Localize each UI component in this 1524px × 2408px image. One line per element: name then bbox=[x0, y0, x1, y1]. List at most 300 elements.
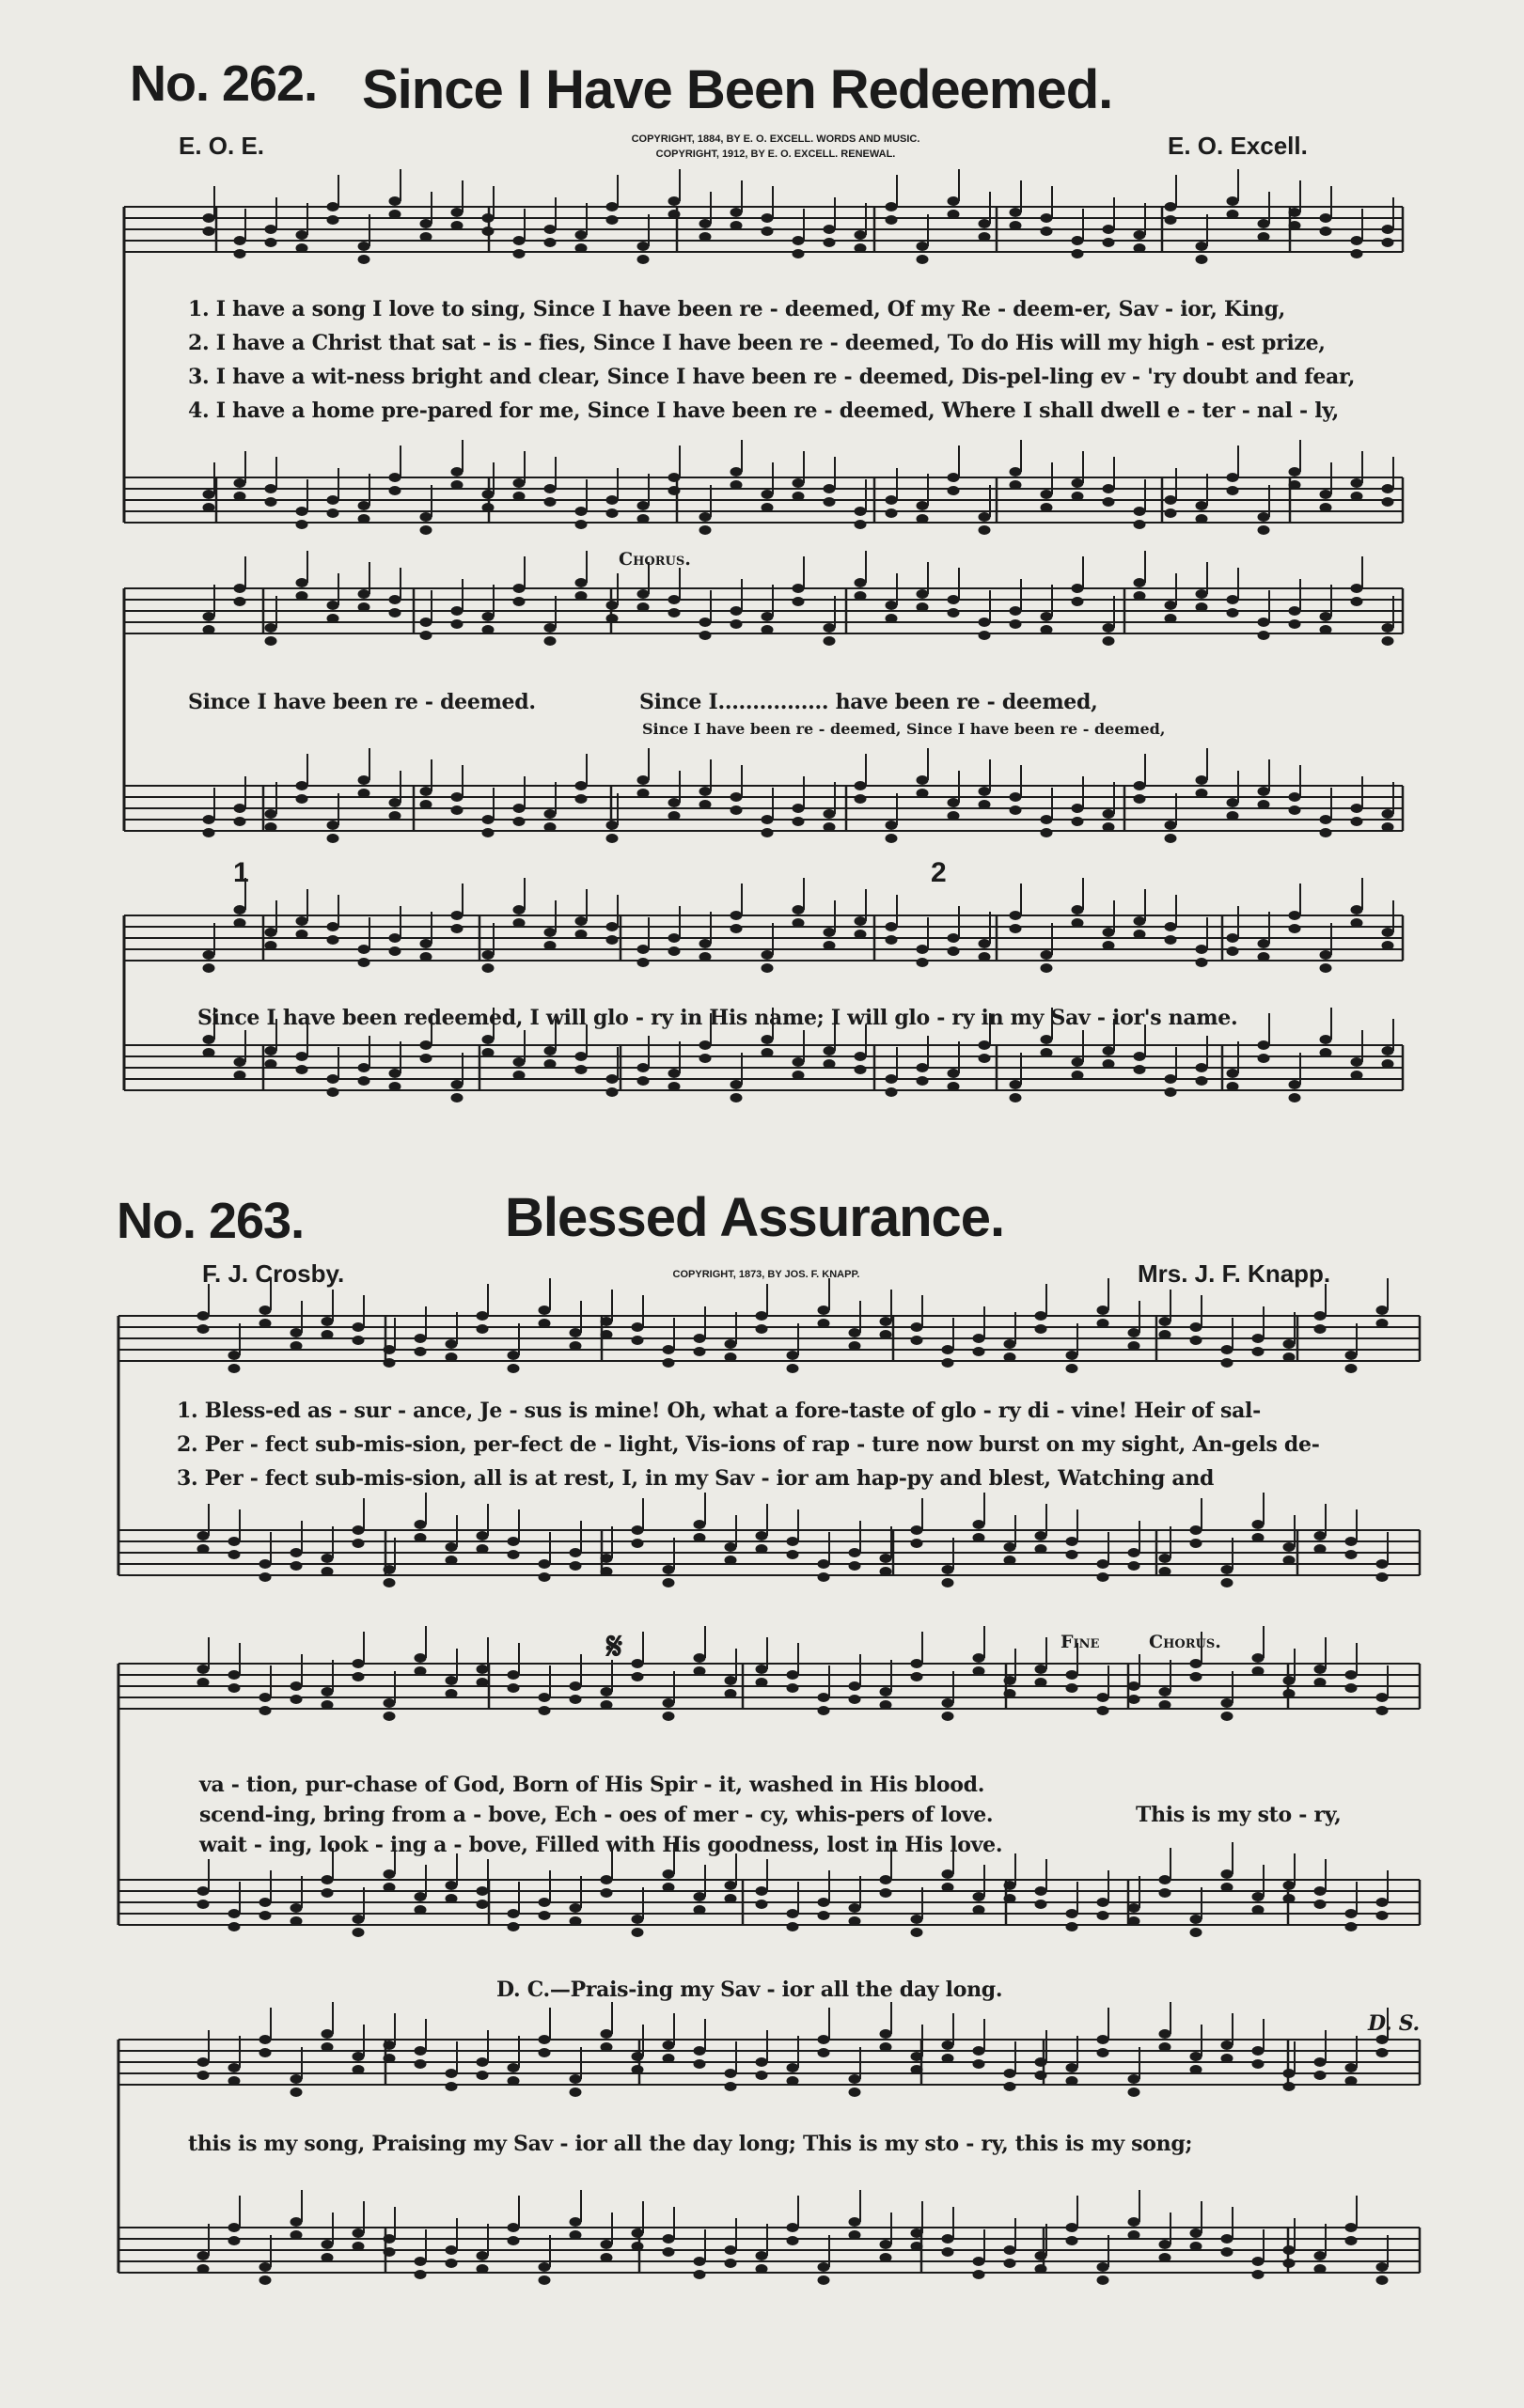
h262-sys1-bass-note bbox=[389, 473, 401, 482]
h263-sys2-treble-note bbox=[1221, 1712, 1233, 1721]
h262-sys1-bass-note bbox=[1196, 501, 1208, 510]
h263-sys3-treble-note bbox=[632, 2052, 644, 2061]
h262-sys1-bass-note bbox=[1165, 495, 1177, 505]
h262-sys1-bass-note bbox=[731, 480, 743, 490]
hymn-262-chorus-echo: Since I have been re - deemed, Since I have been re - deemed, bbox=[642, 720, 1166, 738]
h263-sys2-bass-note bbox=[1097, 1898, 1109, 1907]
h263-sys1-bass-note bbox=[787, 1537, 799, 1546]
h262-sys3-bass-note bbox=[203, 1035, 215, 1044]
h263-sys3-bass-note bbox=[1345, 2236, 1358, 2245]
h263-sys3-bass-note bbox=[1128, 2230, 1140, 2240]
h263-sys3-treble-note bbox=[1035, 2057, 1047, 2067]
h263-sys3-bass-note bbox=[1252, 2257, 1265, 2266]
h262-sys1-treble-note bbox=[886, 202, 898, 211]
h262-sys1-bass-note bbox=[389, 486, 401, 495]
h263-sys1-bass-note bbox=[322, 1567, 334, 1576]
h262-sys1-treble-note bbox=[451, 221, 463, 230]
h263-sys1-treble-note bbox=[539, 1319, 551, 1328]
h262-sys2-treble-note bbox=[824, 623, 836, 633]
h263-sys1-treble-note bbox=[725, 1339, 737, 1349]
segno-sign: 𝄋 bbox=[606, 1624, 622, 1668]
h262-sys1-treble-note bbox=[1382, 225, 1394, 234]
h263-sys3-bass-note bbox=[818, 2275, 830, 2285]
h262-sys2-bass-note bbox=[793, 804, 805, 813]
h262-sys3-treble-note bbox=[1134, 916, 1146, 926]
h262-sys2-bass-note bbox=[544, 822, 557, 832]
h263-sys2-bass-note bbox=[322, 1875, 334, 1884]
h262-sys1-treble-note bbox=[1320, 227, 1332, 236]
h262-sys1-treble-note bbox=[203, 213, 215, 223]
h262-sys2-treble-note bbox=[544, 623, 557, 633]
h263-sys1-bass-note bbox=[197, 1531, 210, 1540]
hymn-263-verse-3: 3. Per - fect sub-mis-sion, all is at rest, I, in my Sav - ior am hap-py and blest, Watching and bbox=[177, 1466, 1215, 1491]
h263-sys1-bass-note bbox=[446, 1556, 458, 1565]
h262-sys2-treble-note bbox=[731, 619, 743, 629]
h262-sys3-treble-note bbox=[1227, 933, 1239, 943]
h262-sys1-treble-note bbox=[979, 232, 991, 242]
h262-sys3-bass-note bbox=[1289, 1080, 1301, 1089]
h263-sys3-bass-note bbox=[880, 2240, 892, 2249]
h262-sys3-bass-note bbox=[482, 1048, 495, 1057]
h262-sys3-bass-note bbox=[296, 1065, 308, 1074]
h263-sys2-bass-note bbox=[818, 1898, 830, 1907]
h263-sys3-bass-note bbox=[1252, 2270, 1265, 2279]
h262-sys3-bass-note bbox=[1382, 1059, 1394, 1069]
h263-sys2-treble-note bbox=[601, 1687, 613, 1697]
h263-sys2-bass-note bbox=[259, 1898, 272, 1907]
h263-sys2-bass-note bbox=[756, 1886, 768, 1896]
h262-sys2-treble-note bbox=[1165, 614, 1177, 623]
h262-sys2-treble-note bbox=[1134, 591, 1146, 601]
hymn-263-verse-2: 2. Per - fect sub-mis-sion, per-fect de - light, Vis-ions of rap - ture now burst on my sight, An-gels de- bbox=[177, 1432, 1320, 1457]
h262-sys3-treble-note bbox=[637, 945, 650, 954]
h262-sys3-treble-note bbox=[234, 905, 246, 915]
h262-sys2-bass-note bbox=[668, 798, 681, 807]
h262-sys3-bass-note bbox=[979, 1054, 991, 1063]
h262-sys2-treble-note bbox=[668, 608, 681, 618]
h263-sys2-bass-note bbox=[849, 1903, 861, 1913]
h263-sys1-treble-note bbox=[1345, 1351, 1358, 1360]
h263-sys1-bass-note bbox=[818, 1572, 830, 1582]
h262-sys1-treble-note bbox=[358, 255, 370, 264]
h262-sys1-bass-note bbox=[1382, 497, 1394, 507]
h262-sys1-treble-note bbox=[203, 227, 215, 236]
h262-sys3-treble-note bbox=[296, 930, 308, 939]
h262-sys3-treble-note bbox=[668, 946, 681, 956]
h262-sys1-bass-note bbox=[1227, 473, 1239, 482]
ds-label: D. S. bbox=[1368, 2011, 1420, 2036]
h262-sys1-bass-note bbox=[762, 490, 774, 499]
h262-sys3-bass-note bbox=[327, 1087, 339, 1097]
h262-sys2-bass-note bbox=[265, 809, 277, 819]
h262-sys1-bass-note bbox=[451, 467, 463, 477]
h262-sys3-treble-note bbox=[824, 941, 836, 950]
h262-sys2-treble-note bbox=[1351, 584, 1363, 593]
h262-sys2-bass-note bbox=[1041, 815, 1053, 824]
h263-sys2-treble-note bbox=[1128, 1695, 1140, 1704]
h263-sys3-treble-note bbox=[1221, 2054, 1233, 2063]
h263-sys3-treble-note bbox=[1221, 2041, 1233, 2050]
h262-sys3-bass-note bbox=[1165, 1074, 1177, 1084]
h262-sys3-bass-note bbox=[265, 1046, 277, 1055]
h263-sys2-bass-note bbox=[1345, 1922, 1358, 1931]
h263-sys1-bass-note bbox=[353, 1525, 365, 1535]
h263-sys3-bass-note bbox=[973, 2257, 985, 2266]
h262-sys1-treble-note bbox=[1134, 243, 1146, 253]
h262-sys2-treble-note bbox=[1258, 631, 1270, 640]
h262-sys3-bass-note bbox=[762, 1035, 774, 1044]
h262-sys3-bass-note bbox=[1134, 1052, 1146, 1061]
h262-sys2-bass-note bbox=[1227, 811, 1239, 821]
h263-sys1-treble-note bbox=[942, 1345, 954, 1354]
h262-sys2-bass-note bbox=[1072, 804, 1084, 813]
h262-sys3-bass-note bbox=[1258, 1040, 1270, 1050]
h263-sys2-treble-note bbox=[973, 1666, 985, 1676]
h263-sys1-bass-note bbox=[694, 1533, 706, 1542]
h263-sys2-bass-note bbox=[787, 1922, 799, 1931]
h263-sys1-treble-note bbox=[1159, 1317, 1171, 1326]
h263-sys2-bass-note bbox=[601, 1888, 613, 1898]
h263-sys2-treble-note bbox=[849, 1681, 861, 1691]
h263-sys3-bass-note bbox=[725, 2245, 737, 2255]
h262-sys3-treble-note bbox=[948, 933, 960, 943]
h263-sys1-bass-note bbox=[1004, 1542, 1016, 1552]
volta-2: 2 bbox=[931, 857, 947, 888]
h263-sys1-bass-note bbox=[322, 1554, 334, 1563]
h263-sys1-treble-note bbox=[694, 1347, 706, 1356]
hymn-263-copyright: COPYRIGHT, 1873, BY JOS. F. KNAPP. bbox=[672, 1269, 860, 1280]
h263-sys2-treble-note bbox=[291, 1695, 303, 1704]
h262-sys2-treble-note bbox=[793, 597, 805, 606]
h262-sys2-treble-note bbox=[296, 578, 308, 587]
h263-sys3-bass-note bbox=[197, 2264, 210, 2274]
dc-instruction: D. C.—Prais-ing my Sav - ior all the day long. bbox=[496, 1978, 1003, 2002]
h262-sys3-treble-note bbox=[1196, 945, 1208, 954]
h263-sys1-treble-note bbox=[632, 1336, 644, 1345]
h263-sys1-treble-note bbox=[446, 1353, 458, 1362]
h262-sys2-treble-note bbox=[1320, 625, 1332, 634]
h262-sys2-bass-note bbox=[1165, 821, 1177, 830]
h263-sys2-bass-note bbox=[353, 1928, 365, 1937]
h262-sys1-bass-note bbox=[637, 514, 650, 524]
h262-sys1-bass-note bbox=[886, 495, 898, 505]
h263-sys3-bass-note bbox=[1035, 2251, 1047, 2260]
h262-sys2-bass-note bbox=[762, 828, 774, 837]
h262-sys3-treble-note bbox=[234, 918, 246, 928]
h263-sys3-treble-note bbox=[911, 2065, 923, 2074]
h263-sys3-treble-note bbox=[1252, 2046, 1265, 2056]
h263-sys3-bass-note bbox=[570, 2230, 582, 2240]
h262-sys2-treble-note bbox=[699, 631, 712, 640]
h262-sys2-bass-note bbox=[1289, 792, 1301, 802]
h263-sys3-treble-note bbox=[663, 2054, 675, 2063]
h262-sys3-treble-note bbox=[1227, 946, 1239, 956]
h262-sys3-bass-note bbox=[1165, 1087, 1177, 1097]
h262-sys1-bass-note bbox=[1041, 503, 1053, 512]
h262-sys1-bass-note bbox=[855, 520, 867, 529]
h262-sys2-bass-note bbox=[606, 821, 619, 830]
h263-sys1-bass-note bbox=[911, 1525, 923, 1535]
h263-sys1-bass-note bbox=[1159, 1554, 1171, 1563]
h263-sys1-bass-note bbox=[1128, 1561, 1140, 1571]
h263-sys2-treble-note bbox=[1345, 1683, 1358, 1693]
h262-sys2-treble-note bbox=[358, 589, 370, 599]
h263-sys3-bass-note bbox=[322, 2240, 334, 2249]
h263-sys1-treble-note bbox=[322, 1317, 334, 1326]
h263-sys1-bass-note bbox=[508, 1537, 520, 1546]
h263-sys1-treble-note bbox=[787, 1364, 799, 1373]
h262-sys2-treble-note bbox=[793, 584, 805, 593]
h262-sys3-bass-note bbox=[948, 1069, 960, 1078]
h262-sys3-treble-note bbox=[731, 911, 743, 920]
h262-sys2-treble-note bbox=[1103, 636, 1115, 646]
h262-sys3-treble-note bbox=[1382, 928, 1394, 937]
h263-sys1-treble-note bbox=[818, 1306, 830, 1315]
h263-sys1-treble-note bbox=[601, 1317, 613, 1326]
h263-sys2-treble-note bbox=[570, 1695, 582, 1704]
h262-sys3-treble-note bbox=[979, 952, 991, 962]
h263-sys1-bass-note bbox=[880, 1554, 892, 1563]
h262-sys3-treble-note bbox=[1196, 958, 1208, 967]
h263-sys2-bass-note bbox=[291, 1903, 303, 1913]
h262-sys2-bass-note bbox=[855, 794, 867, 804]
h262-sys2-bass-note bbox=[1165, 834, 1177, 843]
h262-sys1-bass-note bbox=[265, 497, 277, 507]
h263-sys1-treble-note bbox=[1066, 1351, 1078, 1360]
h263-sys2-treble-note bbox=[508, 1670, 520, 1680]
h262-sys2-treble-note bbox=[234, 584, 246, 593]
h262-sys2-treble-note bbox=[1010, 619, 1022, 629]
h263-sys3-bass-note bbox=[446, 2259, 458, 2268]
h262-sys2-treble-note bbox=[420, 631, 432, 640]
h263-sys2-bass-note bbox=[1252, 1905, 1265, 1915]
h262-sys1-treble-note bbox=[482, 227, 495, 236]
h263-sys2-bass-note bbox=[942, 1869, 954, 1879]
h262-sys1-treble-note bbox=[389, 196, 401, 206]
h263-sys2-bass-note bbox=[911, 1928, 923, 1937]
h262-sys1-bass-note bbox=[358, 501, 370, 510]
h263-sys3-treble-note bbox=[1283, 2082, 1296, 2091]
h263-sys1-bass-note bbox=[632, 1539, 644, 1548]
h262-sys1-treble-note bbox=[451, 208, 463, 217]
h263-sys1-treble-note bbox=[1345, 1364, 1358, 1373]
h262-sys2-bass-note bbox=[1258, 800, 1270, 809]
h262-sys1-bass-note bbox=[1010, 480, 1022, 490]
h262-sys2-bass-note bbox=[327, 834, 339, 843]
h262-sys1-treble-note bbox=[606, 202, 619, 211]
h262-sys2-bass-note bbox=[1258, 787, 1270, 796]
h262-sys2-treble-note bbox=[1041, 612, 1053, 621]
h263-sys1-bass-note bbox=[1283, 1542, 1296, 1552]
h263-sys2-bass-note bbox=[942, 1883, 954, 1892]
h262-sys3-treble-note bbox=[358, 945, 370, 954]
h263-sys3-treble-note bbox=[322, 2029, 334, 2039]
h262-sys3-bass-note bbox=[824, 1059, 836, 1069]
h263-sys3-bass-note bbox=[1376, 2262, 1389, 2272]
h262-sys2-bass-note bbox=[948, 811, 960, 821]
h263-sys1-bass-note bbox=[601, 1567, 613, 1576]
h263-sys2-bass-note bbox=[601, 1875, 613, 1884]
h263-sys2-treble-note bbox=[880, 1687, 892, 1697]
h262-sys3-bass-note bbox=[1196, 1076, 1208, 1086]
h263-sys1-treble-note bbox=[1004, 1353, 1016, 1362]
h262-sys1-bass-note bbox=[1351, 478, 1363, 488]
h262-sys3-treble-note bbox=[1320, 950, 1332, 960]
h262-sys1-bass-note bbox=[1103, 484, 1115, 493]
h262-sys2-treble-note bbox=[1041, 625, 1053, 634]
h262-sys1-treble-note bbox=[327, 215, 339, 225]
h262-sys2-treble-note bbox=[917, 602, 929, 612]
h262-sys2-bass-note bbox=[1010, 805, 1022, 815]
h263-sys2-bass-note bbox=[1190, 1915, 1202, 1924]
h262-sys1-bass-note bbox=[1165, 508, 1177, 518]
h262-sys1-bass-note bbox=[606, 508, 619, 518]
h262-sys3-bass-note bbox=[886, 1074, 898, 1084]
h262-sys1-treble-note bbox=[824, 225, 836, 234]
h263-sys2-treble-note bbox=[1283, 1676, 1296, 1685]
h263-sys3-bass-note bbox=[787, 2223, 799, 2232]
hymn-262-verse-2: 2. I have a Christ that sat - is - fies, Since I have been re - deemed, To do His will my high - est prize, bbox=[188, 331, 1326, 355]
h263-sys3-bass-note bbox=[539, 2275, 551, 2285]
h263-sys3-bass-note bbox=[601, 2253, 613, 2262]
h262-sys2-treble-note bbox=[1072, 584, 1084, 593]
h262-sys3-treble-note bbox=[389, 933, 401, 943]
h262-sys2-bass-note bbox=[265, 822, 277, 832]
h263-sys2-bass-note bbox=[1314, 1886, 1327, 1896]
h263-sys1-bass-note bbox=[1221, 1565, 1233, 1574]
h263-sys1-bass-note bbox=[1066, 1537, 1078, 1546]
h262-sys3-treble-note bbox=[513, 905, 526, 915]
h262-sys3-bass-note bbox=[855, 1052, 867, 1061]
hymn-263-verse-1: 1. Bless-ed as - sur - ance, Je - sus is mine! Oh, what a fore-taste of glo - ry di - vine! Heir of sal- bbox=[177, 1399, 1261, 1423]
h263-sys3-treble-note bbox=[1314, 2071, 1327, 2080]
h263-sys1-treble-note bbox=[570, 1341, 582, 1351]
h263-sys2-bass-note bbox=[477, 1900, 489, 1909]
h262-sys3-treble-note bbox=[544, 928, 557, 937]
h263-sys2-bass-note bbox=[1035, 1900, 1047, 1909]
h262-sys1-bass-note bbox=[420, 525, 432, 535]
h262-sys1-bass-note bbox=[234, 478, 246, 488]
h263-sys3-bass-note bbox=[632, 2242, 644, 2251]
h262-sys1-treble-note bbox=[1041, 227, 1053, 236]
h262-sys3-treble-note bbox=[203, 950, 215, 960]
h263-sys3-bass-note bbox=[1066, 2236, 1078, 2245]
h262-sys1-treble-note bbox=[1258, 219, 1270, 228]
h263-sys2-treble-note bbox=[787, 1683, 799, 1693]
h262-sys1-bass-note bbox=[575, 507, 588, 516]
h263-sys2-bass-note bbox=[228, 1909, 241, 1918]
h262-sys3-bass-note bbox=[1072, 1057, 1084, 1067]
h263-sys1-bass-note bbox=[1159, 1567, 1171, 1576]
h262-sys3-bass-note bbox=[234, 1071, 246, 1080]
h262-sys2-treble-note bbox=[234, 597, 246, 606]
h263-sys1-bass-note bbox=[1252, 1533, 1265, 1542]
h263-sys2-treble-note bbox=[787, 1670, 799, 1680]
h262-sys2-bass-note bbox=[948, 798, 960, 807]
h262-sys2-treble-note bbox=[389, 595, 401, 604]
h262-sys2-bass-note bbox=[1382, 809, 1394, 819]
h263-sys3-bass-note bbox=[756, 2264, 768, 2274]
h263-sys3-treble-note bbox=[539, 2035, 551, 2044]
h262-sys1-treble-note bbox=[948, 210, 960, 219]
h263-sys3-treble-note bbox=[663, 2041, 675, 2050]
h262-sys3-treble-note bbox=[1010, 911, 1022, 920]
h262-sys2-treble-note bbox=[1227, 608, 1239, 618]
h262-sys1-treble-note bbox=[1103, 238, 1115, 247]
h262-sys2-treble-note bbox=[606, 614, 619, 623]
h263-sys3-bass-note bbox=[694, 2257, 706, 2266]
h262-sys3-bass-note bbox=[886, 1087, 898, 1097]
h262-sys3-bass-note bbox=[1320, 1035, 1332, 1044]
h263-sys2-treble-note bbox=[973, 1653, 985, 1663]
h263-sys2-treble-note bbox=[663, 1712, 675, 1721]
h262-sys1-treble-note bbox=[699, 219, 712, 228]
h262-sys2-bass-note bbox=[793, 817, 805, 826]
h263-sys2-bass-note bbox=[539, 1911, 551, 1920]
h262-sys2-treble-note bbox=[1289, 619, 1301, 629]
h262-sys3-bass-note bbox=[855, 1065, 867, 1074]
h263-sys2-treble-note bbox=[942, 1698, 954, 1708]
h262-sys2-treble-note bbox=[575, 578, 588, 587]
h262-sys2-bass-note bbox=[917, 775, 929, 785]
h262-sys3-bass-note bbox=[917, 1063, 929, 1072]
h263-sys3-treble-note bbox=[818, 2035, 830, 2044]
h262-sys1-bass-note bbox=[203, 490, 215, 499]
h263-sys3-treble-note bbox=[849, 2074, 861, 2084]
h262-sys3-treble-note bbox=[762, 963, 774, 973]
h263-sys3-treble-note bbox=[1097, 2048, 1109, 2057]
h262-sys3-treble-note bbox=[1351, 918, 1363, 928]
h263-sys2-treble-note bbox=[446, 1676, 458, 1685]
h263-sys2-treble-note bbox=[291, 1681, 303, 1691]
h262-sys1-bass-note bbox=[606, 495, 619, 505]
h263-sys3-bass-note bbox=[384, 2247, 396, 2257]
h263-sys2-treble-note bbox=[1252, 1666, 1265, 1676]
h262-sys3-bass-note bbox=[575, 1052, 588, 1061]
h262-sys2-bass-note bbox=[389, 811, 401, 821]
h263-sys1-treble-note bbox=[849, 1341, 861, 1351]
h262-sys2-bass-note bbox=[1320, 815, 1332, 824]
h262-sys3-bass-note bbox=[637, 1076, 650, 1086]
h262-sys1-treble-note bbox=[420, 219, 432, 228]
h262-sys3-treble-note bbox=[420, 939, 432, 948]
h262-sys2-bass-note bbox=[917, 789, 929, 798]
h262-sys3-bass-note bbox=[389, 1069, 401, 1078]
h263-sys1-bass-note bbox=[1190, 1539, 1202, 1548]
h262-sys2-bass-note bbox=[886, 821, 898, 830]
h262-sys3-treble-note bbox=[265, 928, 277, 937]
h263-sys2-bass-note bbox=[1190, 1928, 1202, 1937]
h262-sys2-bass-note bbox=[575, 781, 588, 790]
h263-sys2-treble-note bbox=[756, 1665, 768, 1674]
h263-sys1-treble-note bbox=[1283, 1353, 1296, 1362]
h263-sys1-treble-note bbox=[353, 1322, 365, 1332]
h263-sys3-treble-note bbox=[787, 2076, 799, 2086]
h262-sys2-treble-note bbox=[203, 625, 215, 634]
h263-sys1-bass-note bbox=[384, 1578, 396, 1587]
h263-sys2-treble-note bbox=[322, 1700, 334, 1710]
h262-sys1-bass-note bbox=[234, 492, 246, 501]
h263-sys3-treble-note bbox=[508, 2076, 520, 2086]
h263-sys3-bass-note bbox=[849, 2230, 861, 2240]
h262-sys2-treble-note bbox=[327, 614, 339, 623]
h263-sys2-treble-note bbox=[446, 1689, 458, 1698]
h262-sys3-bass-note bbox=[917, 1076, 929, 1086]
hymn-262-verse-1: 1. I have a song I love to sing, Since I have been re - deemed, Of my Re - deem-er, Sav - ior, King, bbox=[188, 297, 1286, 321]
h262-sys1-treble-note bbox=[855, 243, 867, 253]
h263-sys2-bass-note bbox=[663, 1883, 675, 1892]
h263-sys2-treble-note bbox=[539, 1706, 551, 1715]
